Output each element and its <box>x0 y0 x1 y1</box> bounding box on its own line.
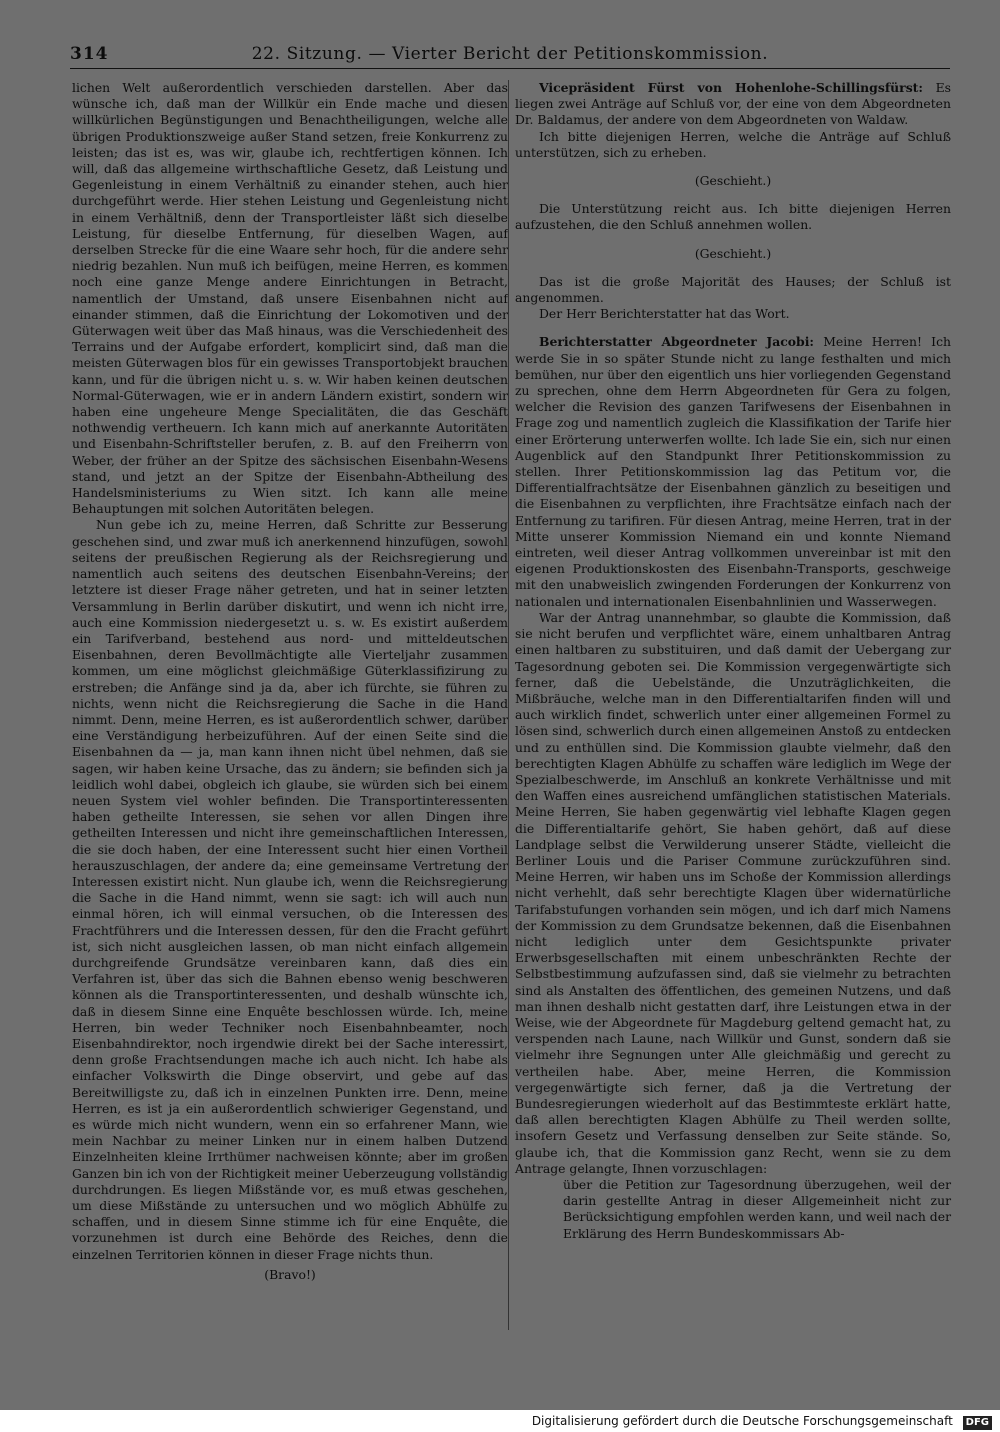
paragraph-text: Es liegen zwei Anträge auf Schluß vor, der eine von dem Abgeordneten Dr. Baldamus, der andere von dem Abgeordneten von Waldaw. <box>515 80 951 128</box>
column-divider <box>508 80 509 1330</box>
paragraph: Nun gebe ich zu, meine Herren, daß Schritte zur Besserung geschehen sind, und zwar muß ich anerkennend hinzufügen, sowohl seitens der preußischen Regierung als der Reichsregierung und namentlich auch seitens des deutschen Eisenbahn-Vereins; der letztere ist dieser Frage näher getreten, und hat in seiner letzten Versammlung in Berlin darüber diskutirt, und wenn ich nicht irre, auch eine Kommission niedergesetzt u. s. w. Es existirt außerdem ein Tarifverband, bestehend aus nord- und mitteldeutschen Eisenbahnen, deren Bevollmächtigte alle Vierteljahr zusammen kommen, um eine möglichst gleichmäßige Güterklassifizirung zu erstreben; die Anfänge sind ja da, aber ich fürchte, sie führen zu nichts, wenn nicht die Reichsregierung die Sache in die Hand nimmt. Denn, meine Herren, es ist außerordentlich schwer, darüber eine Verständigung herbeizuführen. Auf der einen Seite sind die Eisenbahnen da — ja, man kann ihnen nicht übel nehmen, daß sie sagen, wir haben keine Ursache, das zu ändern; sie befinden sich ja leidlich wohl dabei, obgleich ich glaube, sie würden sich bei einem neuen System viel wohler befinden. Die Transportinteressenten haben getheilte Interessen, sie sehen vor allen Dingen ihre getheilten Interessen und nicht ihre gemeinschaftlichen Interessen, die sie doch haben, der eine Interessent sucht hier einen Vortheil herauszuschlagen, der andere da; eine gemeinsame Vertretung der Interessen existirt nicht. Nun glaube ich, wenn die Reichsregierung die Sache in die Hand nimmt, wenn sie sagt: ich will auch nun einmal hören, ich will einmal versuchen, ob die Interessen des Frachtführers und die Interessen dessen, für den die Fracht geführt ist, sich nicht ausgleichen lassen, ob man nicht einfach allgemein durchgreifende Grundsätze vereinbaren kann, daß dies ein Verfahren ist, über das sich die Bahnen ebenso wenig beschweren können als die Transportinteressenten, und deshalb wünschte ich, daß in diesem Sinne eine Enquête beschlossen würde. Ich, meine Herren, bin weder Techniker noch Eisenbahnbeamter, noch Eisenbahndirektor, noch irgendwie direkt bei der Sache interessirt, denn große Frachtsendungen mache ich auch nicht. Ich habe als einfacher Volkswirth die Dinge observirt, und gebe auf das Bereitwilligste zu, daß ich in einzelnen Punkten irre. Denn, meine Herren, es ist ja ein außerordentlich schwieriger Gegenstand, und es würde mich nicht wundern, wenn ein so erfahrener Mann, wie mein Nachbar zu meiner Linken nur in einem halben Dutzend Einzelnheiten kleine Irrthümer nachweisen könnte; aber im großen Ganzen bin ich von der Richtigkeit meiner Ueberzeugung vollständig durchdrungen. Es liegen Mißstände vor, es muß etwas geschehen, um diese Mißstände zu untersuchen und wo möglich Abhülfe zu schaffen, und in diesem Sinne stimme ich für eine Enquête, die vorzunehmen ist durch eine Behörde des Reiches, denn die einzelnen Territorien können in dieser Frage nichts thun. <box>72 517 508 1262</box>
page-header <box>70 40 950 69</box>
right-column <box>515 80 951 1242</box>
paragraph: War der Antrag unannehmbar, so glaubte die Kommission, daß sie nicht berufen und verpflichtet wäre, einem unhaltbaren Antrag einen haltbaren zu substituiren, und daß damit der Uebergang zur Tagesordnung geboten sei. Die Kommission vergegenwärtigte sich ferner, daß die Uebelstände, die Unzuträglichkeiten, die Mißbräuche, welche man in den Differentialtarifen finden will und auch wirklich findet, schwerlich unter einer allgemeinen Formel zu lösen sind, schwerlich durch einen allgemeinen Anstoß zu entdecken und zu enthüllen sind. Die Kommission glaubte vielmehr, daß den berechtigten Klagen Abhülfe zu schaffen wäre lediglich im Wege der Spezialbeschwerde, im Anschluß an konkrete Verhältnisse und mit den Waffen eines ausreichend umfänglichen statistischen Materials. Meine Herren, Sie haben gegenwärtig viel lebhafte Klagen gegen die Differentialtarife gehört, Sie haben gehört, daß auf diese Landplage selbst die Verwilderung unserer Städte, vielleicht die Berliner Louis und die Pariser Commune zurückzuführen sind. Meine Herren, wir haben uns im Schoße der Kommission allerdings nicht verhehlt, daß sehr berechtigte Klagen über widernatürliche Tarifabstufungen vorhanden sein mögen, und ich darf mich Namens der Kommission zu dem Grundsatze bekennen, daß die Eisenbahnen nicht lediglich unter dem Gesichtspunkte privater Erwerbsgesellschaften mit einem unbeschränkten Rechte der Selbstbestimmung aufzufassen sind, daß sie vielmehr zu betrachten sind als Anstalten des öffentlichen, des gemeinen Nutzens, und daß man ihnen deshalb nicht gestatten darf, ihre Leistungen etwa in der Weise, wie der Abgeordnete für Magdeburg geltend gemacht hat, zu verspenden nach Laune, nach Willkür und Gunst, sondern daß sie vielmehr ihre Segnungen unter Alle gleichmäßig und gerecht zu vertheilen habe. Aber, meine Herren, die Kommission vergegenwärtigte sich ferner, daß ja die Vertretung der Bundesregierungen wiederholt auf das Bestimmteste erklärt hatte, daß allen berechtigten Klagen Abhülfe zu Theil werden sollte, insofern Gesetz und Verfassung denselben zur Seite stände. So, glaube ich, that die Kommission ganz Recht, wenn sie zu dem Antrage gelangte, Ihnen vorzuschlagen: <box>515 609 951 1176</box>
rep-paragraph <box>515 334 951 609</box>
paragraph: lichen Welt außerordentlich verschieden darstellen. Aber das wünsche ich, daß man der Willkür ein Ende mache und diesen willkürlichen Begünstigungen und Benachtheiligungen, welche alle übrigen Produktionszweige außer Stand setzen, freie Konkurrenz zu leisten; das ist es, was wir, glaube ich, rechtfertigen können. Ich will, daß das allgemeine wirthschaftliche Gesetz, daß Leistung und Gegenleistung in einem Verhältniß zu einander stehen, auch hier durchgeführt werde. Hier stehen Leistung und Gegenleistung nicht in einem Verhältniß, denn der Transportleister läßt sich dieselbe Leistung, für dieselbe Entfernung, für dieselben Wagen, auf derselben Strecke für die eine Waare sehr hoch, für die andere sehr niedrig bezahlen. Nun muß ich beifügen, meine Herren, es kommen noch eine ganze Menge andere Einrichtungen in Betracht, namentlich der Umstand, daß unsere Eisenbahnen nicht auf einander stimmen, daß die Einrichtung der Lokomotiven und der Güterwagen weit über das Maß hinaus, was die Verschiedenheit des Terrains und der Aufgabe erfordert, komplicirt sind, daß man die meisten Güterwagen blos für ein gewisses Transportobjekt brauchen kann, und für die übrigen nicht u. s. w. Wir haben keinen deutschen Normal-Güterwagen, wie er in andern Ländern existirt, sondern wir haben eine ungeheure Menge Specialitäten, die das Geschäft nothwendig vertheuern. Ich kann mich auf anerkannte Autoritäten und Eisenbahn-Schriftsteller berufen, z. B. auf den Freiherrn von Weber, der früher an der Spitze des sächsischen Eisenbahn-Wesens stand, und jetzt an der Spitze der Eisenbahn-Abtheilung des Handelsministeriums zu Wien sitzt. Ich kann alle meine Behauptungen mit solchen Autoritäten belegen. <box>72 80 508 517</box>
stage-direction: (Geschieht.) <box>694 245 772 261</box>
paragraph: Das ist die große Majorität des Hauses; der Schluß ist angenommen. <box>515 273 951 306</box>
footer <box>0 1410 1000 1432</box>
page-number: 314 <box>70 44 109 64</box>
paragraph: Ich bitte diejenigen Herren, welche die Anträge auf Schluß unterstützen, sich zu erheben. <box>515 128 951 160</box>
paragraph-text: Meine Herren! Ich werde Sie in so später Stunde nicht zu lange festhalten und mich bemühen, nur über den eigentlich uns hier vorliegenden Gegenstand zu sprechen, ohne dem Herrn Abgeordneten für Gera zu folgen, welcher die Revision des ganzen Tarifwesens der Eisenbahnen in Frage zog und namentlich zugleich die Klassifikation der Tarife hier einer Erörterung unterwerfen wollte. Ich lade Sie ein, sich nur einen Augenblick auf den Standpunkt Ihrer Petitionskommission zu stellen. Ihrer Petitionskommission lag das Petitum vor, die Differentialfrachtsätze der Eisenbahnen gänzlich zu beseitigen und die Eisenbahnen zu verpflichten, ihre Frachtsätze einfach nach der Entfernung zu tarifiren. Für diesen Antrag, meine Herren, trat in der Mitte unserer Kommission Niemand ein und konnte Niemand eintreten, weil dieser Antrag vollkommen unvereinbar ist mit den eigenen Produktionskosten des Eisenbahn-Transports, geschweige mit den unabweislich zwingenden Forderungen der Konkurrenz von nationalen und internationalen Eisenbahnlinien und Wasserwegen. <box>515 334 951 609</box>
paragraph: Der Herr Berichterstatter hat das Wort. <box>539 306 790 322</box>
running-title: 22. Sitzung. — Vierter Bericht der Petitionskommission. <box>251 44 769 64</box>
vp-paragraph <box>515 80 951 129</box>
speaker-name: Vicepräsident Fürst von Hohenlohe-Schillingsfürst: <box>539 80 923 95</box>
applause-note: (Bravo!) <box>264 1266 316 1282</box>
left-column <box>72 80 508 1283</box>
speaker-name: Berichterstatter Abgeordneter Jacobi: <box>539 334 814 350</box>
paragraph: Die Unterstützung reicht aus. Ich bitte diejenigen Herren aufzustehen, die den Schluß annehmen wollen. <box>515 201 951 233</box>
dfg-logo: DFG <box>963 1416 992 1430</box>
proposal-quote: über die Petition zur Tagesordnung überzugehen, weil der darin gestellte Antrag in dieser Allgemeinheit nicht zur Berücksichtigung empfohlen werden kann, und weil nach der Erklärung des Herrn Bundeskommissars Ab- <box>563 1177 951 1241</box>
footer-text: Digitalisierung gefördert durch die Deutsche Forschungsgemeinschaft <box>531 1414 953 1428</box>
stage-direction: (Geschieht.) <box>694 173 772 189</box>
